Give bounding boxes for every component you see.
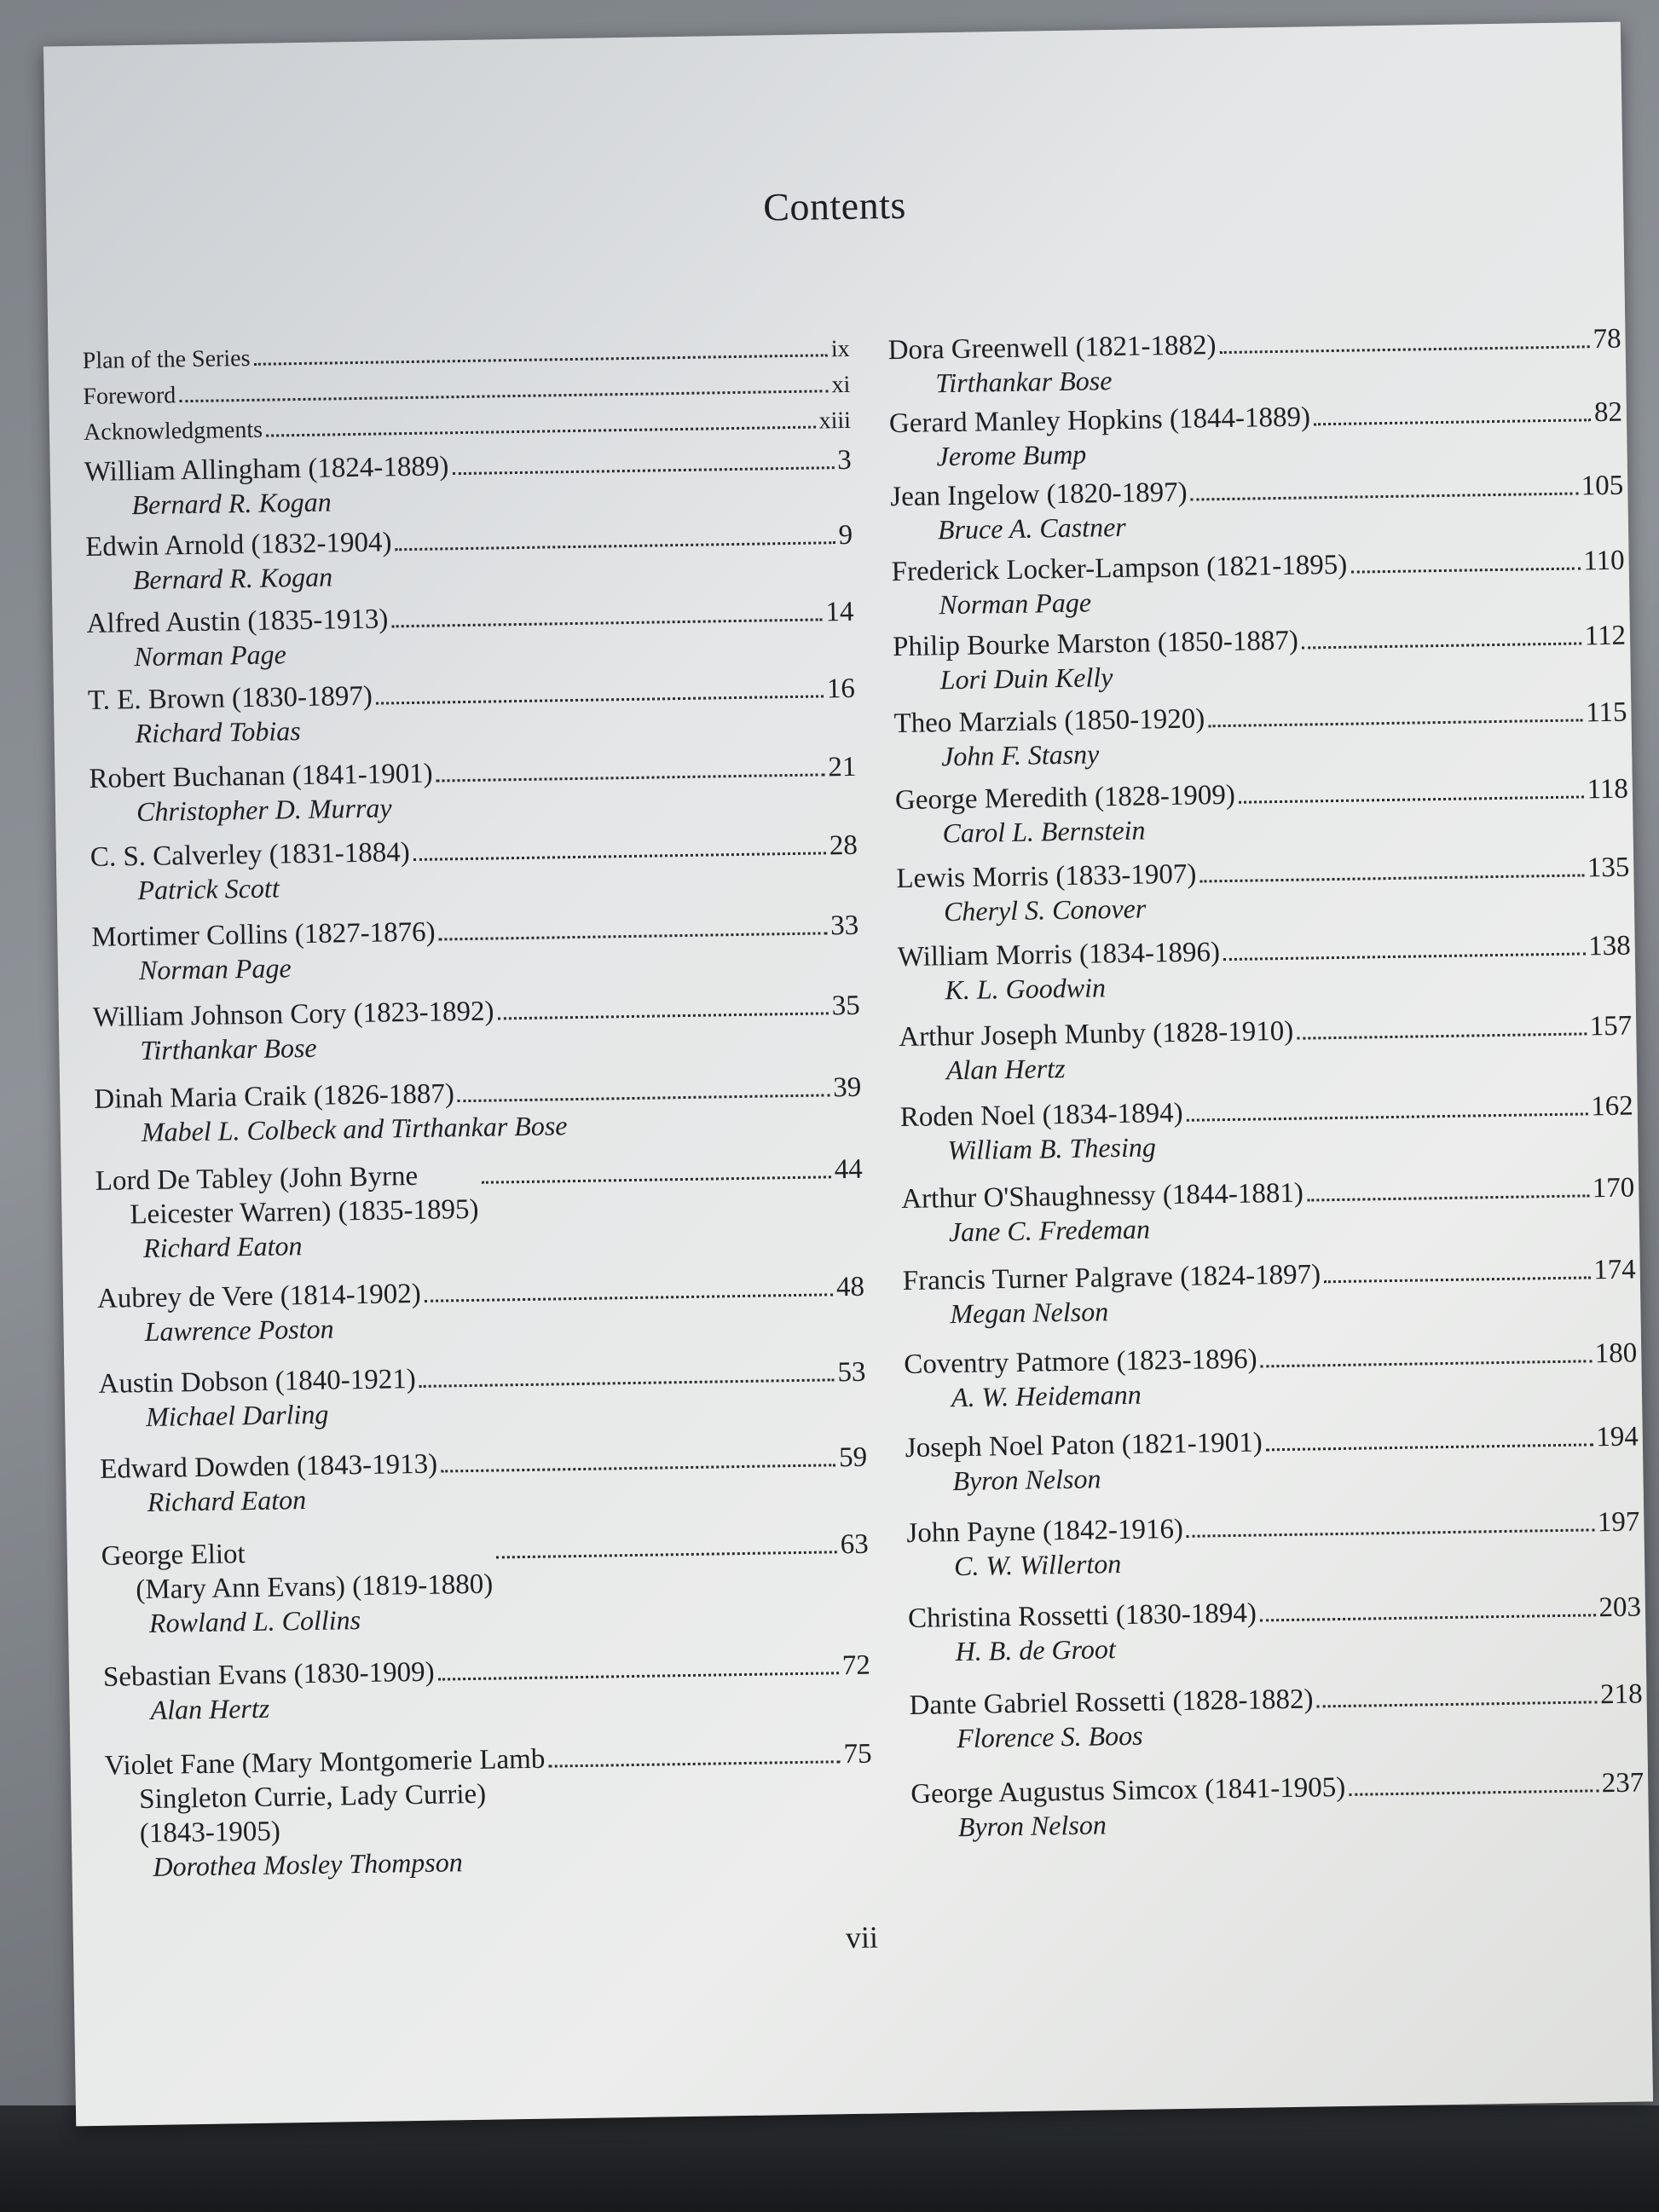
toc-entry	[90, 829, 858, 907]
toc-entry-page: 48	[835, 1271, 865, 1303]
dot-leader	[391, 618, 822, 627]
toc-entry-page: 118	[1587, 773, 1629, 806]
toc-entry-title	[89, 757, 433, 796]
toc-entry-title	[82, 344, 250, 377]
toc-entry-author: Alan Hertz	[150, 1692, 270, 1725]
toc-entry-line	[83, 370, 850, 413]
toc-entry	[98, 1355, 866, 1434]
toc-entry-title-text: Christina Rossetti (1830-1894)	[907, 1597, 1257, 1634]
toc-entry-page: 14	[825, 596, 854, 628]
toc-entry-page: 28	[829, 829, 858, 862]
toc-entry-author: Alan Hertz	[945, 1053, 1066, 1086]
dot-leader	[1302, 642, 1581, 649]
toc-entry-title	[83, 380, 176, 413]
toc-entry-title-continuation: Singleton Currie, Lady Currie)	[138, 1778, 487, 1816]
dot-leader	[498, 1012, 829, 1019]
toc-entry-author: Mabel L. Colbeck and Tirthankar Bose	[141, 1110, 568, 1148]
toc-entry	[895, 772, 1629, 850]
toc-entry-title-text: Dante Gabriel Rossetti (1828-1882)	[909, 1684, 1314, 1721]
toc-entry-author: Florence S. Boos	[956, 1719, 1143, 1754]
toc-entry	[893, 619, 1627, 696]
page-title: Contents	[762, 182, 907, 229]
dot-leader	[1187, 1112, 1588, 1121]
dot-leader	[458, 1094, 830, 1102]
toc-entry	[905, 1419, 1639, 1497]
toc-entry-title	[899, 1096, 1182, 1135]
toc-entry-title	[893, 624, 1298, 664]
toc-entry-title	[84, 415, 263, 448]
toc-entry-page: ix	[830, 335, 850, 363]
toc-entry	[896, 851, 1630, 928]
toc-entry-author: Richard Eaton	[142, 1230, 303, 1264]
toc-entry-author: Tirthankar Bose	[934, 365, 1113, 399]
dot-leader	[1208, 719, 1582, 727]
toc-entry-title	[906, 1512, 1183, 1551]
toc-entry-title-text: Dinah Maria Craik (1826-1887)	[94, 1078, 455, 1115]
toc-entry	[84, 406, 851, 448]
toc-entry-page: 39	[832, 1071, 862, 1104]
toc-entry	[97, 1270, 865, 1349]
dot-leader	[396, 541, 835, 551]
dot-leader	[441, 1464, 835, 1472]
toc-entry-title-text: Arthur Joseph Munby (1828-1910)	[899, 1015, 1294, 1054]
toc-entry	[906, 1505, 1640, 1582]
toc-entry	[103, 1649, 871, 1727]
toc-entry-author: John F. Stasny	[940, 738, 1100, 772]
toc-entry-author: Norman Page	[138, 952, 292, 986]
dot-leader	[548, 1760, 840, 1767]
toc-entry-author: Patrick Scott	[137, 872, 280, 906]
toc-entry-title-text: Lord De Tabley (John Byrne	[95, 1160, 419, 1197]
toc-entry-page: 35	[831, 990, 861, 1022]
toc-entry-title-text: Sebastian Evans (1830-1909)	[102, 1656, 435, 1693]
toc-entry	[82, 334, 849, 377]
contents-column-left	[82, 334, 873, 1884]
toc-entry	[91, 909, 859, 987]
toc-entry-page: 174	[1593, 1254, 1637, 1286]
toc-entry-author: K. L. Goodwin	[945, 972, 1107, 1006]
toc-entry-author: C. W. Willerton	[953, 1548, 1122, 1582]
toc-entry-title	[889, 400, 1311, 441]
toc-entry	[93, 989, 861, 1067]
dot-leader	[1199, 874, 1584, 882]
toc-entry-author: Jerome Bump	[936, 438, 1087, 472]
toc-entry-page: 75	[843, 1738, 872, 1770]
toc-entry-title-text: William Morris (1834-1896)	[897, 937, 1221, 973]
toc-entry-page: 203	[1598, 1591, 1642, 1624]
toc-entry-line	[95, 1152, 864, 1233]
toc-entry-page: 162	[1590, 1090, 1633, 1123]
toc-entry-page: 33	[830, 910, 859, 942]
toc-entry-page: 44	[834, 1153, 864, 1186]
toc-entry-title-text: John Payne (1842-1916)	[906, 1513, 1184, 1549]
dot-leader	[1297, 1032, 1587, 1039]
toc-entry-title-text: George Eliot	[101, 1539, 246, 1572]
toc-entry-line	[84, 406, 851, 448]
toc-entry-author: Jane C. Fredeman	[948, 1213, 1151, 1248]
toc-entry-author: Bernard R. Kogan	[132, 561, 333, 596]
toc-entry-author: H. B. de Groot	[955, 1633, 1117, 1667]
toc-entry-title-text: William Johnson Cory (1823-1892)	[92, 996, 494, 1033]
toc-entry-title-text: Arthur O'Shaughnessy (1844-1881)	[901, 1177, 1304, 1216]
toc-entry-title-text: Mortimer Collins (1827-1876)	[91, 916, 436, 953]
toc-entry-title-text: Lewis Morris (1833-1907)	[896, 858, 1197, 895]
toc-entry-title-text: George Augustus Simcox (1841-1905)	[910, 1771, 1346, 1810]
toc-entry-author: Byron Nelson	[957, 1809, 1107, 1843]
toc-entry-page: 112	[1584, 620, 1627, 652]
contents-column-right	[887, 322, 1645, 1844]
toc-entry-title	[896, 858, 1197, 897]
page-number: vii	[845, 1920, 879, 1955]
toc-entry-title	[93, 995, 494, 1035]
toc-entry-author: Richard Tobias	[135, 715, 301, 749]
toc-entry-page: 197	[1597, 1506, 1640, 1539]
toc-entry-page: 110	[1583, 545, 1625, 577]
toc-entry	[86, 595, 854, 673]
dot-leader	[179, 390, 828, 402]
toc-entry-title	[903, 1257, 1321, 1298]
toc-entry-author: Norman Page	[939, 586, 1092, 621]
toc-entry	[83, 370, 850, 413]
toc-entry	[890, 469, 1624, 546]
toc-entry-title-text: Dora Greenwell (1821-1882)	[887, 330, 1217, 367]
toc-entry-title	[90, 835, 410, 875]
toc-entry-title-text: Theo Marzials (1850-1920)	[893, 703, 1205, 740]
toc-entry-author: Richard Eaton	[147, 1484, 307, 1517]
toc-entry-author: Michael Darling	[145, 1398, 329, 1432]
dot-leader	[496, 1551, 837, 1558]
toc-entry-title	[905, 1425, 1263, 1465]
toc-entry-author: Norman Page	[133, 638, 287, 673]
toc-entry	[94, 1071, 862, 1149]
toc-entry	[95, 1152, 864, 1265]
toc-entry-page: 218	[1599, 1678, 1643, 1711]
toc-entry	[901, 1171, 1635, 1249]
toc-entry-page: xiii	[818, 407, 852, 435]
toc-entry-title	[898, 935, 1221, 974]
toc-entry-line	[104, 1737, 873, 1851]
toc-entry-page: 9	[838, 519, 853, 552]
toc-entry-page: 78	[1593, 323, 1621, 355]
toc-entry-title	[904, 1343, 1257, 1383]
toc-entry-page: 72	[841, 1649, 871, 1682]
toc-entry-title	[908, 1597, 1257, 1636]
toc-entry-title	[101, 1533, 493, 1608]
toc-entry-page: 21	[828, 751, 857, 783]
toc-entry-page: xi	[831, 371, 851, 399]
dot-leader	[1220, 345, 1590, 354]
toc-entry-line	[101, 1528, 869, 1608]
toc-entry-author: Megan Nelson	[950, 1296, 1109, 1330]
toc-entry-title-text: Violet Fane (Mary Montgomerie Lamb	[104, 1743, 546, 1782]
dot-leader	[1314, 419, 1591, 425]
dot-leader	[266, 426, 816, 437]
dot-leader	[1239, 795, 1584, 803]
toc-entry	[89, 750, 857, 829]
toc-entry-title-text: Acknowledgments	[83, 416, 263, 446]
dot-leader	[1260, 1614, 1596, 1621]
toc-entry-page: 157	[1589, 1010, 1633, 1042]
dot-leader	[439, 932, 828, 940]
toc-entry-title-text: Philip Bourke Marston (1850-1887)	[892, 625, 1299, 663]
toc-entry-page: 3	[836, 444, 852, 476]
toc-entry-author: Cheryl S. Conover	[943, 892, 1147, 927]
toc-entry	[887, 322, 1621, 400]
dot-leader	[1223, 952, 1585, 961]
toc-entry-page: 194	[1596, 1421, 1639, 1453]
toc-entry-title	[86, 602, 388, 641]
toc-entry-title-continuation: Leicester Warren) (1835-1895)	[130, 1193, 479, 1231]
dot-leader	[1187, 1528, 1594, 1538]
dot-leader	[1307, 1194, 1589, 1201]
toc-entry	[909, 1677, 1643, 1754]
toc-entry-title-text: Robert Buchanan (1841-1901)	[89, 758, 433, 794]
toc-entry-title-text: Alfred Austin (1835-1913)	[86, 604, 389, 639]
toc-entry-title-text: Jean Ingelow (1820-1897)	[890, 476, 1188, 513]
toc-entry-author: William B. Thesing	[947, 1131, 1157, 1166]
toc-entry-page: 180	[1594, 1337, 1638, 1370]
toc-entry-title-continuation: (Mary Ann Evans) (1819-1880)	[136, 1568, 494, 1606]
toc-entry-page: 63	[840, 1528, 869, 1561]
toc-entry-title	[100, 1447, 437, 1487]
dot-leader	[436, 773, 825, 782]
toc-entry-page: 115	[1585, 696, 1627, 729]
toc-entry-title	[890, 476, 1188, 514]
toc-entry-title	[98, 1362, 416, 1401]
dot-leader	[1261, 1360, 1592, 1367]
toc-entry-title-text: Gerard Manley Hopkins (1844-1889)	[888, 401, 1311, 440]
dot-leader	[1350, 567, 1580, 573]
toc-entry-title-text: Aubrey de Vere (1814-1902)	[96, 1278, 421, 1314]
toc-entry-title	[91, 915, 436, 955]
toc-entry-page: 59	[838, 1441, 868, 1474]
toc-entry-author: Dorothea Mosley Thompson	[153, 1846, 463, 1882]
dot-leader	[1266, 1443, 1593, 1451]
toc-entry	[889, 396, 1623, 473]
toc-entry	[899, 1089, 1633, 1167]
toc-entry-title	[97, 1277, 421, 1316]
toc-entry	[104, 1737, 873, 1884]
book-page	[43, 22, 1653, 2127]
toc-entry-title	[909, 1683, 1313, 1723]
toc-entry-title-text: Edwin Arnold (1832-1904)	[84, 527, 392, 563]
toc-entry-title	[887, 328, 1216, 367]
toc-entry-author: Christopher D. Murray	[136, 792, 392, 828]
toc-entry-line	[82, 334, 849, 377]
toc-entry-title-text: Foreword	[83, 382, 176, 410]
dot-leader	[425, 1293, 833, 1302]
toc-entry-title	[88, 679, 373, 718]
toc-entry	[891, 544, 1625, 621]
toc-entry-title-text: Francis Turner Palgrave (1824-1897)	[902, 1259, 1321, 1297]
toc-entry	[903, 1253, 1637, 1331]
toc-entry-author: Tirthankar Bose	[140, 1031, 317, 1066]
toc-entry-page: 135	[1587, 852, 1630, 884]
dot-leader	[1191, 492, 1578, 500]
toc-entry-page: 237	[1601, 1767, 1645, 1799]
toc-entry	[101, 1528, 870, 1640]
toc-entry-title	[891, 548, 1347, 589]
toc-entry	[88, 672, 856, 750]
dot-leader	[452, 466, 834, 475]
dot-leader	[438, 1672, 839, 1680]
toc-entry-author: Carol L. Bernstein	[942, 814, 1146, 849]
toc-entry-title-text: Roden Noel (1834-1894)	[899, 1097, 1183, 1134]
dot-leader	[413, 852, 826, 861]
toc-entry	[85, 518, 853, 597]
toc-entry-author: Lawrence Poston	[144, 1313, 334, 1347]
toc-entry-title-text: Austin Dobson (1840-1921)	[98, 1364, 416, 1400]
toc-entry-title	[104, 1742, 546, 1851]
toc-entry-title	[899, 1014, 1293, 1054]
toc-entry-title-text: Frederick Locker-Lampson (1821-1895)	[891, 549, 1348, 588]
toc-entry-title	[910, 1770, 1346, 1811]
toc-entry-title-text: Coventry Patmore (1823-1896)	[904, 1343, 1257, 1381]
toc-entry	[893, 696, 1627, 773]
toc-entry-page: 138	[1587, 930, 1632, 962]
toc-entry	[910, 1765, 1645, 1843]
toc-entry-page: 53	[837, 1356, 866, 1389]
toc-entry	[100, 1441, 868, 1519]
dot-leader	[254, 354, 828, 366]
toc-entry-author: Byron Nelson	[952, 1463, 1101, 1497]
toc-entry-page: 105	[1581, 470, 1624, 502]
toc-entry-page: 82	[1593, 396, 1623, 429]
toc-entry-author: Lori Duin Kelly	[939, 661, 1113, 696]
toc-entry-title-text: Joseph Noel Paton (1821-1901)	[905, 1427, 1263, 1464]
toc-entry-title	[95, 1158, 479, 1233]
toc-entry-title	[94, 1077, 454, 1117]
toc-entry-page: 170	[1592, 1172, 1635, 1204]
toc-entry-page: 16	[826, 673, 856, 705]
dot-leader	[1317, 1701, 1598, 1707]
toc-entry	[904, 1337, 1638, 1414]
toc-entry-author: Bernard R. Kogan	[131, 486, 332, 521]
toc-entry-title	[901, 1176, 1304, 1216]
dot-leader	[376, 695, 824, 704]
toc-entry-title-text: Edward Dowden (1843-1913)	[99, 1448, 438, 1485]
dot-leader	[482, 1175, 831, 1183]
toc-entry	[908, 1590, 1642, 1667]
toc-entry	[84, 443, 852, 522]
toc-entry-title-text: T. E. Brown (1830-1897)	[87, 680, 373, 716]
toc-entry-title	[895, 778, 1236, 817]
toc-entry-title	[84, 449, 448, 489]
toc-entry-title-text: William Allingham (1824-1889)	[84, 451, 449, 488]
toc-entry-author: Rowland L. Collins	[148, 1604, 361, 1638]
toc-entry-author: Bruce A. Castner	[937, 511, 1126, 546]
toc-entry-title-text: Plan of the Series	[82, 344, 251, 375]
dot-leader	[1349, 1789, 1598, 1796]
toc-entry	[898, 929, 1632, 1007]
dot-leader	[1324, 1276, 1590, 1283]
toc-entry-title-continuation: (1843-1905)	[139, 1816, 281, 1850]
toc-entry-title	[103, 1655, 435, 1695]
toc-entry-title	[85, 525, 392, 564]
dot-leader	[419, 1378, 835, 1388]
toc-entry	[899, 1009, 1633, 1087]
toc-entry-title	[893, 702, 1205, 741]
toc-entry-title-text: C. S. Calverley (1831-1884)	[90, 837, 410, 873]
toc-entry-title-text: George Meredith (1828-1909)	[894, 779, 1236, 817]
toc-entry-author: A. W. Heidemann	[951, 1378, 1142, 1413]
